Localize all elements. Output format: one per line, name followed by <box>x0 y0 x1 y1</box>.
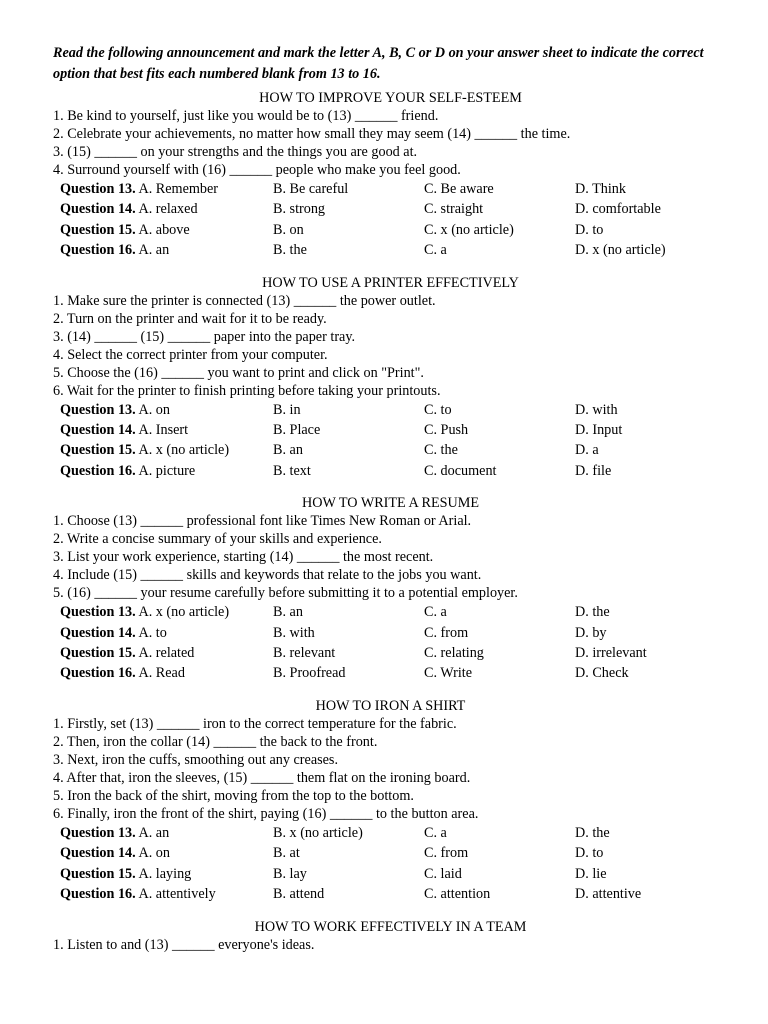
question-number: Question 14. <box>60 201 136 218</box>
option-c: C. x (no article) <box>424 221 514 238</box>
question-number: Question 15. <box>60 865 136 882</box>
option-a-cell <box>60 864 273 884</box>
option-c: C. Write <box>424 665 473 682</box>
option-a: A. picture <box>138 462 196 479</box>
option-c: C. a <box>424 604 447 621</box>
option-a: A. an <box>138 824 170 841</box>
option-a-cell <box>60 440 273 460</box>
question-row <box>60 461 715 481</box>
passage-line: 1. Be kind to yourself, just like you would be to (13) ______ friend. <box>53 108 439 124</box>
question-row <box>60 420 715 440</box>
option-a: A. attentively <box>138 886 216 903</box>
question-row <box>60 823 715 843</box>
option-a-cell <box>60 220 273 240</box>
question-options-table <box>60 823 715 905</box>
option-d: D. comfortable <box>575 201 661 218</box>
passage-line: 6. Finally, iron the front of the shirt, paying (16) ______ to the button area. <box>53 805 479 822</box>
passage-line: 1. Firstly, set (13) ______ iron to the correct temperature for the fabric. <box>53 715 457 732</box>
instruction-text: Read the following announcement and mark the letter A, B, C or D on your answer sheet to indicate the correct option that best fits each numbered blank from 13 to 16. <box>53 45 704 82</box>
option-c: C. attention <box>424 886 491 903</box>
option-a: A. on <box>138 401 170 418</box>
section-title: HOW TO USE A PRINTER EFFECTIVELY <box>262 274 519 291</box>
option-b: B. relevant <box>273 645 336 662</box>
option-d: D. Check <box>575 665 629 682</box>
option-d: D. to <box>575 221 604 238</box>
option-a-cell <box>60 884 273 904</box>
option-d: D. file <box>575 462 612 479</box>
option-c: C. to <box>424 401 452 418</box>
option-d: D. lie <box>575 865 607 882</box>
passage-line: 4. Include (15) ______ skills and keywords that relate to the jobs you want. <box>53 567 482 584</box>
option-b: B. strong <box>273 201 326 218</box>
option-b: B. lay <box>273 865 307 882</box>
option-b: B. with <box>273 624 315 641</box>
option-a-cell <box>60 199 273 219</box>
section-title: HOW TO IMPROVE YOUR SELF-ESTEEM <box>259 90 522 106</box>
passage-line: 3. (14) ______ (15) ______ paper into the paper tray. <box>53 328 356 345</box>
option-b: B. the <box>273 242 307 259</box>
option-c: C. from <box>424 845 469 862</box>
option-a-cell <box>60 843 273 863</box>
question-number: Question 14. <box>60 624 136 641</box>
option-c: C. Push <box>424 422 469 439</box>
option-d: D. Input <box>575 422 623 439</box>
option-c: C. relating <box>424 645 484 662</box>
option-a: A. above <box>138 221 190 238</box>
option-b: B. text <box>273 462 311 479</box>
option-d: D. x (no article) <box>575 242 666 259</box>
option-a: A. to <box>138 624 167 641</box>
section-gap <box>53 481 728 494</box>
sections-container <box>53 89 728 954</box>
question-number: Question 15. <box>60 442 136 459</box>
question-number: Question 16. <box>60 462 136 479</box>
passage-section <box>53 494 728 684</box>
option-c: C. a <box>424 824 447 841</box>
option-d: D. the <box>575 604 610 621</box>
section-gap <box>53 684 728 697</box>
option-a: A. Read <box>138 665 185 682</box>
passage-line: 1. Listen to and (13) ______ everyone's ideas. <box>53 936 315 953</box>
option-c: C. laid <box>424 865 462 882</box>
question-row <box>60 179 715 199</box>
option-a: A. Remember <box>138 181 219 197</box>
passage-line: 3. (15) ______ on your strengths and the things you are good at. <box>53 144 418 160</box>
question-options-table <box>60 400 715 482</box>
option-b: B. Proofread <box>273 665 346 682</box>
option-d: D. with <box>575 401 618 418</box>
passage-line: 5. Choose the (16) ______ you want to print and click on "Print". <box>53 364 424 381</box>
option-b: B. attend <box>273 886 325 903</box>
option-a-cell <box>60 643 273 663</box>
question-number: Question 13. <box>60 824 136 841</box>
option-a-cell <box>60 461 273 481</box>
option-d: D. by <box>575 624 607 641</box>
passage-line: 4. After that, iron the sleeves, (15) ______ them flat on the ironing board. <box>53 769 471 786</box>
passage-line: 2. Write a concise summary of your skills and experience. <box>53 531 382 548</box>
option-b: B. an <box>273 604 303 621</box>
option-c: C. the <box>424 442 458 459</box>
question-row <box>60 864 715 884</box>
question-number: Question 16. <box>60 665 136 682</box>
section-gap <box>53 261 728 274</box>
question-number: Question 14. <box>60 422 136 439</box>
passage-line: 3. List your work experience, starting (14) ______ the most recent. <box>53 549 434 566</box>
option-b: B. at <box>273 845 300 862</box>
option-b: B. an <box>273 442 303 459</box>
question-number: Question 14. <box>60 845 136 862</box>
option-d: D. Think <box>575 181 626 197</box>
option-b: B. Place <box>273 422 321 439</box>
passage-section <box>53 697 728 905</box>
passage-line: 1. Choose (13) ______ professional font like Times New Roman or Arial. <box>53 513 472 530</box>
option-c: C. document <box>424 462 497 479</box>
question-row <box>60 602 715 622</box>
option-b: B. in <box>273 401 301 418</box>
question-number: Question 16. <box>60 886 136 903</box>
passage-section <box>53 274 728 482</box>
option-a-cell <box>60 179 273 199</box>
option-c: C. Be aware <box>424 181 494 197</box>
option-a-cell <box>60 623 273 643</box>
option-a-cell <box>60 663 273 683</box>
passage-line: 3. Next, iron the cuffs, smoothing out any creases. <box>53 751 339 768</box>
question-row <box>60 884 715 904</box>
question-row <box>60 440 715 460</box>
option-a-cell <box>60 240 273 260</box>
question-number: Question 15. <box>60 645 136 662</box>
section-title: HOW TO WRITE A RESUME <box>301 495 480 512</box>
passage-section <box>53 918 728 954</box>
option-b: B. Be careful <box>273 181 349 197</box>
option-c: C. straight <box>424 201 484 218</box>
passage-line: 5. Iron the back of the shirt, moving from the top to the bottom. <box>53 787 414 804</box>
option-b: B. on <box>273 221 304 238</box>
option-a: A. related <box>138 645 195 662</box>
option-a-cell <box>60 420 273 440</box>
option-c: C. from <box>424 624 469 641</box>
question-row <box>60 240 715 260</box>
passage-line: 2. Then, iron the collar (14) ______ the back to the front. <box>53 733 378 750</box>
option-a: A. x (no article) <box>138 604 230 621</box>
option-a: A. on <box>138 845 170 862</box>
option-a: A. Insert <box>138 422 189 439</box>
passage-line: 4. Select the correct printer from your computer. <box>53 346 328 363</box>
question-number: Question 13. <box>60 401 136 418</box>
passage-line: 5. (16) ______ your resume carefully before submitting it to a potential employer. <box>53 585 518 602</box>
option-b: B. x (no article) <box>273 824 363 841</box>
option-d: D. to <box>575 845 604 862</box>
passage-line: 1. Make sure the printer is connected (13) ______ the power outlet. <box>53 292 436 309</box>
passage-line: 6. Wait for the printer to finish printing before taking your printouts. <box>53 382 441 399</box>
question-row <box>60 220 715 240</box>
question-options-table <box>60 179 715 261</box>
option-a-cell <box>60 602 273 622</box>
option-a-cell <box>60 400 273 420</box>
question-row <box>60 400 715 420</box>
option-d: D. the <box>575 824 610 841</box>
question-row <box>60 843 715 863</box>
option-d: D. irrelevant <box>575 645 647 662</box>
passage-line: 4. Surround yourself with (16) ______ people who make you feel good. <box>53 162 461 178</box>
option-d: D. a <box>575 442 599 459</box>
question-options-table <box>60 602 715 684</box>
question-row <box>60 623 715 643</box>
question-number: Question 15. <box>60 221 136 238</box>
option-a: A. relaxed <box>138 201 198 218</box>
question-row <box>60 663 715 683</box>
section-title: HOW TO IRON A SHIRT <box>315 697 466 714</box>
passage-line: 2. Celebrate your achievements, no matter how small they may seem (14) ______ the time. <box>53 126 571 142</box>
question-number: Question 13. <box>60 181 136 197</box>
question-number: Question 16. <box>60 242 136 259</box>
option-a: A. laying <box>138 865 192 882</box>
question-row <box>60 643 715 663</box>
option-a-cell <box>60 823 273 843</box>
passage-line: 2. Turn on the printer and wait for it to be ready. <box>53 310 327 327</box>
option-c: C. a <box>424 242 447 259</box>
option-a: A. x (no article) <box>138 442 230 459</box>
option-a: A. an <box>138 242 170 259</box>
option-d: D. attentive <box>575 886 642 903</box>
section-gap <box>53 905 728 918</box>
question-number: Question 13. <box>60 604 136 621</box>
section-title: HOW TO WORK EFFECTIVELY IN A TEAM <box>254 918 527 935</box>
passage-section <box>53 89 728 261</box>
question-row <box>60 199 715 219</box>
